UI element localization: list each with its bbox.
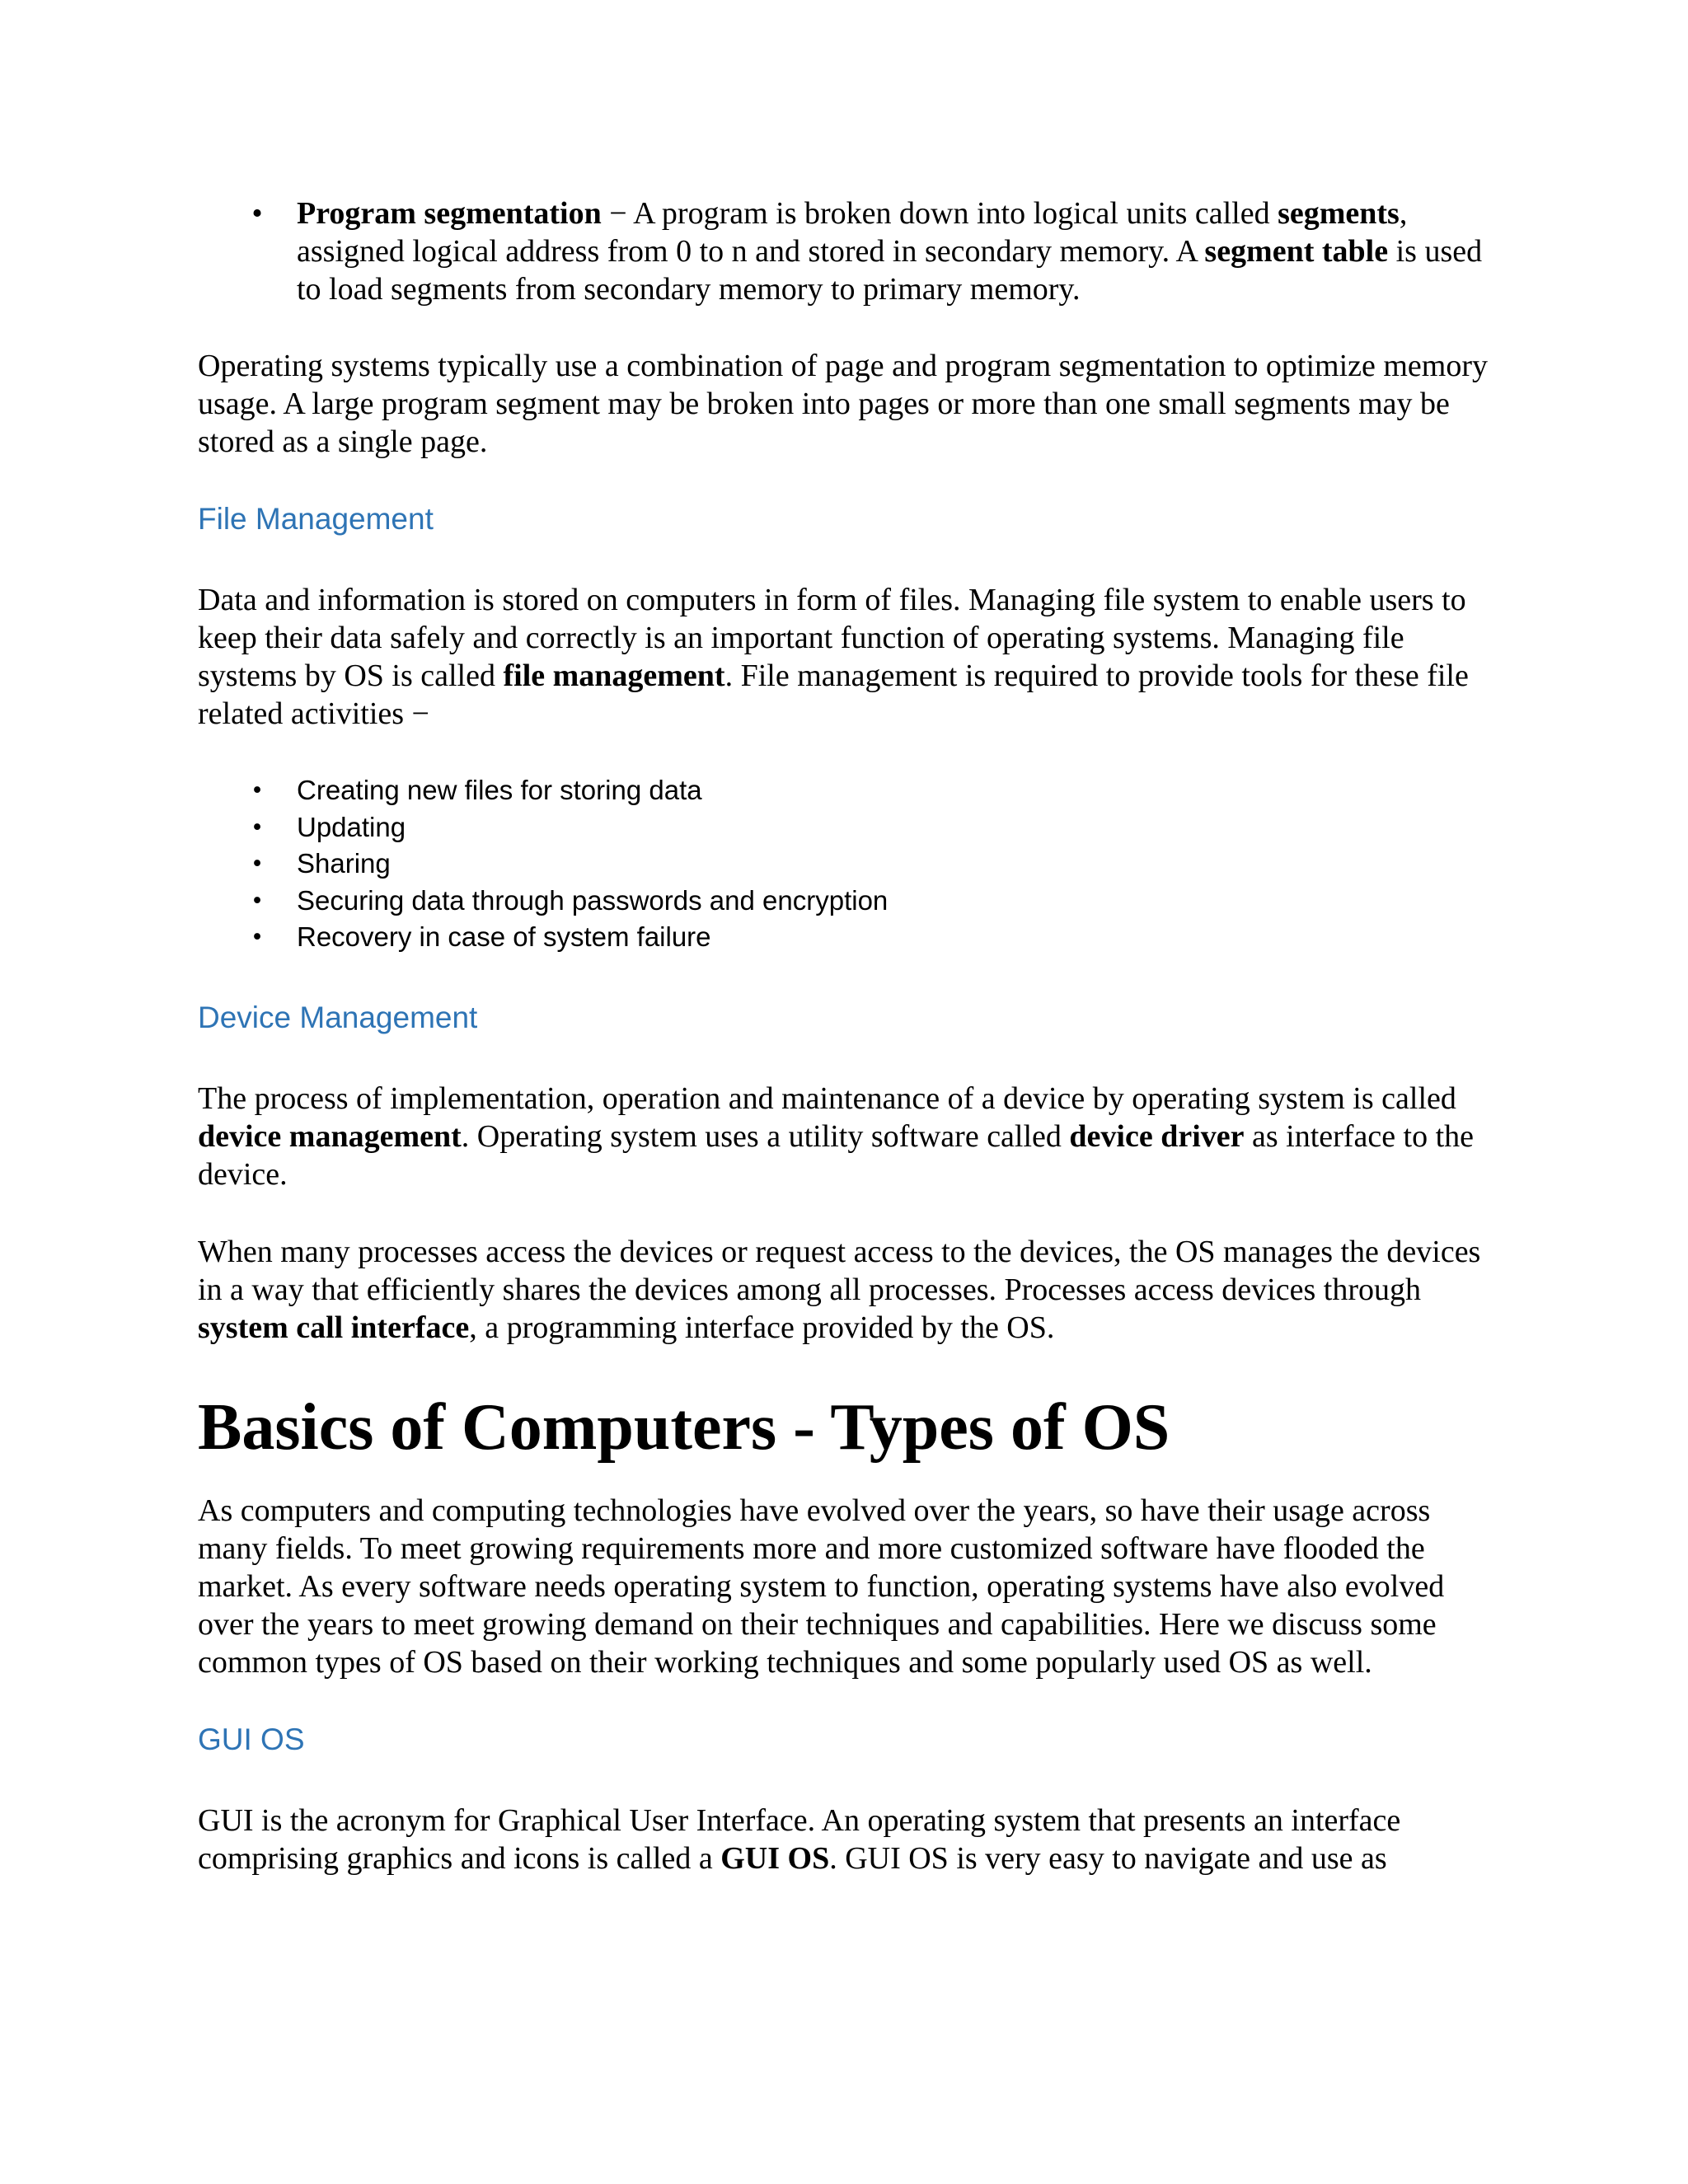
segmentation-list <box>198 194 1500 308</box>
term-segment-table: segment table <box>1204 234 1389 269</box>
bullet-icon: • <box>252 812 262 842</box>
device-management-paragraph-2 <box>198 1233 1500 1347</box>
bullet-icon: • <box>252 922 262 953</box>
term-device-driver: device driver <box>1069 1118 1245 1154</box>
page-content <box>198 194 1500 1877</box>
paragraph-text: . GUI OS is very easy to navigate and use as <box>829 1840 1387 1876</box>
types-of-os-heading: Basics of Computers - Types of OS <box>198 1390 1170 1464</box>
term-system-call-interface: system call interface <box>198 1310 470 1345</box>
list-item <box>198 809 1500 846</box>
file-management-heading: File Management <box>198 502 434 536</box>
item-text: is used to load segments from secondary memory to primary memory. <box>297 234 1483 307</box>
term-device-management: device management <box>198 1118 462 1154</box>
paragraph-text: . Operating system uses a utility software called <box>461 1118 1070 1154</box>
bullet-icon: • <box>252 776 262 805</box>
list-item <box>198 883 1500 920</box>
list-item <box>198 772 1500 809</box>
term-file-management: file management <box>503 658 725 693</box>
term-program-segmentation: Program segmentation <box>297 196 602 231</box>
device-management-paragraph-1 <box>198 1080 1500 1193</box>
list-item <box>198 194 1500 308</box>
device-management-heading: Device Management <box>198 1000 478 1034</box>
types-of-os-paragraph: As computers and computing technologies have evolved over the years, so have their usage across many fields. To meet growing requirements more and more customized software have flooded the market. As every software needs operating system to function, operating systems have also evolved over the years to meet growing demand on their techniques and capabilities. Here we discuss some common types of OS based on their working techniques and some popularly used OS as well. <box>198 1493 1445 1680</box>
paragraph-text: . File management is required to provide tools for these file related activities − <box>198 658 1469 731</box>
list-item-text: Recovery in case of system failure <box>297 921 711 953</box>
file-management-paragraph <box>198 581 1500 733</box>
segmentation-paragraph: Operating systems typically use a combination of page and program segmentation to optimize memory usage. A large program segment may be broken into pages or more than one small segments may be stored as a single page. <box>198 349 1488 459</box>
paragraph-text: When many processes access the devices or request access to the devices, the OS manages the devices in a way that efficiently shares the devices among all processes. Processes access devices through <box>198 1234 1481 1307</box>
item-text: − A program is broken down into logical units called <box>601 196 1278 231</box>
paragraph-text: , a programming interface provided by the OS. <box>469 1310 1055 1345</box>
list-item <box>198 846 1500 883</box>
bullet-icon: • <box>252 849 262 879</box>
gui-os-paragraph <box>198 1802 1500 1877</box>
term-segments: segments <box>1278 196 1400 231</box>
paragraph-text: GUI is the acronym for Graphical User Interface. An operating system that presents an interface comprising graphics and icons is called a <box>198 1802 1401 1876</box>
paragraph-text: as interface to the device. <box>198 1118 1475 1192</box>
paragraph-text: Data and information is stored on computers in form of files. Managing file system to enable users to keep their data safely and correctly is an important function of operating systems. Managing file systems by OS is called <box>198 583 1466 693</box>
list-item-text: Updating <box>297 811 406 842</box>
list-item <box>198 919 1500 956</box>
file-activities-list <box>198 772 1500 956</box>
list-item-text: Securing data through passwords and encryption <box>297 884 889 916</box>
paragraph-text: The process of implementation, operation and maintenance of a device by operating system is called <box>198 1080 1456 1116</box>
gui-os-heading: GUI OS <box>198 1722 305 1756</box>
item-text: , assigned logical address from 0 to n and stored in secondary memory. A <box>297 196 1408 269</box>
list-item-text: Creating new files for storing data <box>297 775 702 805</box>
bullet-icon: • <box>252 885 262 916</box>
term-gui-os: GUI OS <box>720 1840 830 1876</box>
bullet-icon: • <box>251 196 263 231</box>
list-item-text: Sharing <box>297 848 391 879</box>
